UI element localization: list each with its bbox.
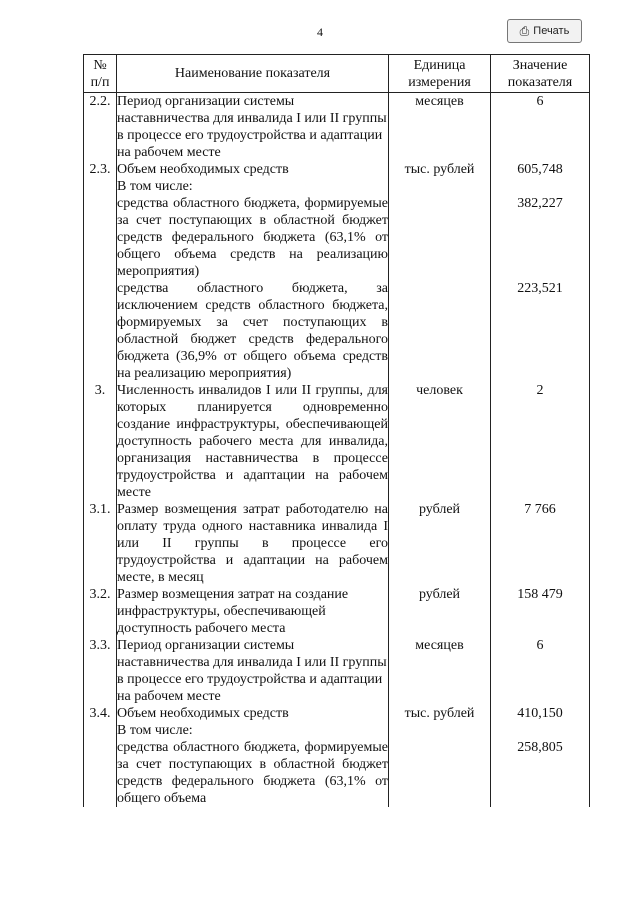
row-num: 2.2. xyxy=(84,93,117,162)
indicators-table xyxy=(83,54,590,807)
row-num: 3.1. xyxy=(84,501,117,586)
row-num xyxy=(84,178,117,195)
row-num xyxy=(84,195,117,280)
row-value xyxy=(491,178,590,195)
print-button[interactable] xyxy=(507,19,582,43)
row-num xyxy=(84,739,117,807)
row-unit xyxy=(389,722,491,739)
row-num: 3.4. xyxy=(84,705,117,722)
page-number: 4 xyxy=(317,25,323,39)
row-value: 2 xyxy=(491,382,590,501)
table-row xyxy=(84,722,590,739)
row-name: Размер возмещения затрат на создание инфраструктуры, обеспечивающей доступность рабочего места xyxy=(117,586,389,637)
row-name: В том числе: xyxy=(117,178,389,195)
row-value: 6 xyxy=(491,93,590,162)
row-value: 605,748 xyxy=(491,161,590,178)
print-button-label: Печать xyxy=(533,25,570,37)
row-name: Период организации системы наставничества для инвалида I или II группы в процессе его трудоустройства и адаптации на рабочем месте xyxy=(117,94,387,160)
row-value: 6 xyxy=(491,637,590,705)
table-row xyxy=(84,739,590,807)
row-name: Объем необходимых средств xyxy=(117,161,389,178)
row-num: 3. xyxy=(84,382,117,501)
table-header-row xyxy=(84,55,590,93)
row-unit: тыс. рублей xyxy=(389,161,491,178)
table-row xyxy=(84,637,590,705)
row-value: 382,227 xyxy=(491,195,590,280)
row-unit xyxy=(389,739,491,807)
row-num: 3.2. xyxy=(84,586,117,637)
row-name: Период организации системы наставничества для инвалида I или II группы в процессе его трудоустройства и адаптации на рабочем месте xyxy=(117,638,387,704)
printer-icon: ⎙ xyxy=(519,24,530,38)
row-num xyxy=(84,722,117,739)
row-unit: рублей xyxy=(389,586,491,637)
table-row xyxy=(84,501,590,586)
header-num: № п/п xyxy=(84,55,117,93)
row-num: 2.3. xyxy=(84,161,117,178)
header-value: Значение показателя xyxy=(491,55,590,93)
row-unit: тыс. рублей xyxy=(389,705,491,722)
row-name: средства областного бюджета, за исключением средств областного бюджета, формируемых за счет поступающих в областной бюджет средств федерального бюджета (36,9% от общего объема средств на реализацию мероприятия) xyxy=(117,281,388,381)
row-unit xyxy=(389,178,491,195)
table-row xyxy=(84,161,590,178)
table-row xyxy=(84,382,590,501)
row-unit: месяцев xyxy=(389,637,491,705)
row-value: 7 766 xyxy=(491,501,590,586)
table-row xyxy=(84,178,590,195)
table-row xyxy=(84,586,590,637)
row-unit xyxy=(389,280,491,382)
row-name: Размер возмещения затрат работодателю на оплату труда одного наставника инвалида I или II группы в процессе его трудоустройства и адаптации на рабочем месте, в месяц xyxy=(117,502,388,585)
row-value: 158 479 xyxy=(491,586,590,637)
row-value: 410,150 xyxy=(491,705,590,722)
table-row xyxy=(84,705,590,722)
row-value: 258,805 xyxy=(491,739,590,807)
row-value xyxy=(491,722,590,739)
header-name: Наименование показателя xyxy=(117,55,389,93)
row-num xyxy=(84,280,117,382)
row-name: средства областного бюджета, формируемые за счет поступающих в областной бюджет средств федерального бюджета (63,1% от общего объема xyxy=(117,740,388,806)
row-unit: рублей xyxy=(389,501,491,586)
row-value: 223,521 xyxy=(491,280,590,382)
table-row xyxy=(84,280,590,382)
table-row xyxy=(84,93,590,162)
row-unit xyxy=(389,195,491,280)
row-unit: человек xyxy=(389,382,491,501)
header-unit: Единица измерения xyxy=(389,55,491,93)
row-unit: месяцев xyxy=(389,93,491,162)
row-num: 3.3. xyxy=(84,637,117,705)
row-name: Численность инвалидов I или II группы, для которых планируется одновременно создание инфраструктуры, обеспечивающей доступность рабочего места для инвалида, организация наставничества в процессе трудоустройства и адаптации на рабочем месте xyxy=(117,383,388,500)
row-name: Объем необходимых средств xyxy=(117,705,389,722)
table-row xyxy=(84,195,590,280)
row-name: средства областного бюджета, формируемые за счет поступающих в областной бюджет средств федерального бюджета (63,1% от общего объема средств на реализацию мероприятия) xyxy=(117,196,388,279)
row-name: В том числе: xyxy=(117,722,389,739)
